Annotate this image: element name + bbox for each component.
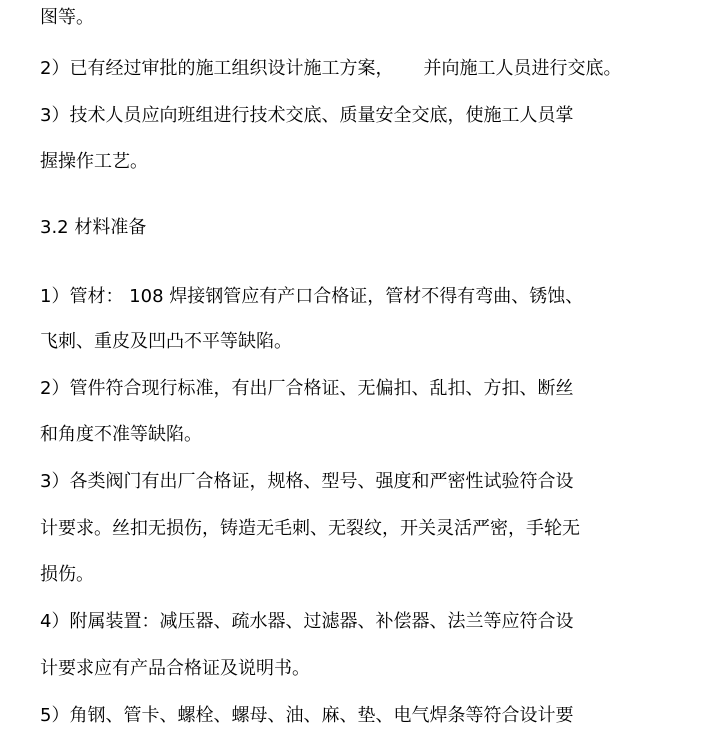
paragraph-line: 损伤。 xyxy=(40,564,94,585)
paragraph-line: 3）技术人员应向班组进行技术交底、质量安全交底，使施工人员掌 xyxy=(40,105,574,126)
section-heading: 3.2 材料准备 xyxy=(40,217,147,238)
paragraph-line: 2）管件符合现行标准，有出厂合格证、无偏扣、乱扣、方扣、断丝 xyxy=(40,378,574,399)
paragraph-line: 和角度不准等缺陷。 xyxy=(40,424,202,445)
paragraph-line: 图等。 xyxy=(40,7,94,28)
paragraph-line: 4）附属装置：减压器、疏水器、过滤器、补偿器、法兰等应符合设 xyxy=(40,611,574,632)
paragraph-line-part: 并向施工人员进行交底。 xyxy=(423,58,622,79)
paragraph-line-part: 2）已有经过审批的施工组织设计施工方案， xyxy=(40,58,394,79)
paragraph-line: 飞刺、重皮及凹凸不平等缺陷。 xyxy=(40,331,292,352)
paragraph-line: 5）角钢、管卡、螺栓、螺母、油、麻、垫、电气焊条等符合设计要 xyxy=(40,705,574,726)
paragraph-line: 计要求。丝扣无损伤，铸造无毛刺、无裂纹，开关灵活严密，手轮无 xyxy=(40,518,580,539)
paragraph-line: 1）管材： 108 焊接钢管应有产口合格证，管材不得有弯曲、锈蚀、 xyxy=(40,286,584,307)
paragraph-line: 握操作工艺。 xyxy=(40,151,148,172)
paragraph-line: 计要求应有产品合格证及说明书。 xyxy=(40,658,310,679)
paragraph-line: 3）各类阀门有出厂合格证，规格、型号、强度和严密性试验符合设 xyxy=(40,471,574,492)
paragraph-line xyxy=(40,57,621,81)
